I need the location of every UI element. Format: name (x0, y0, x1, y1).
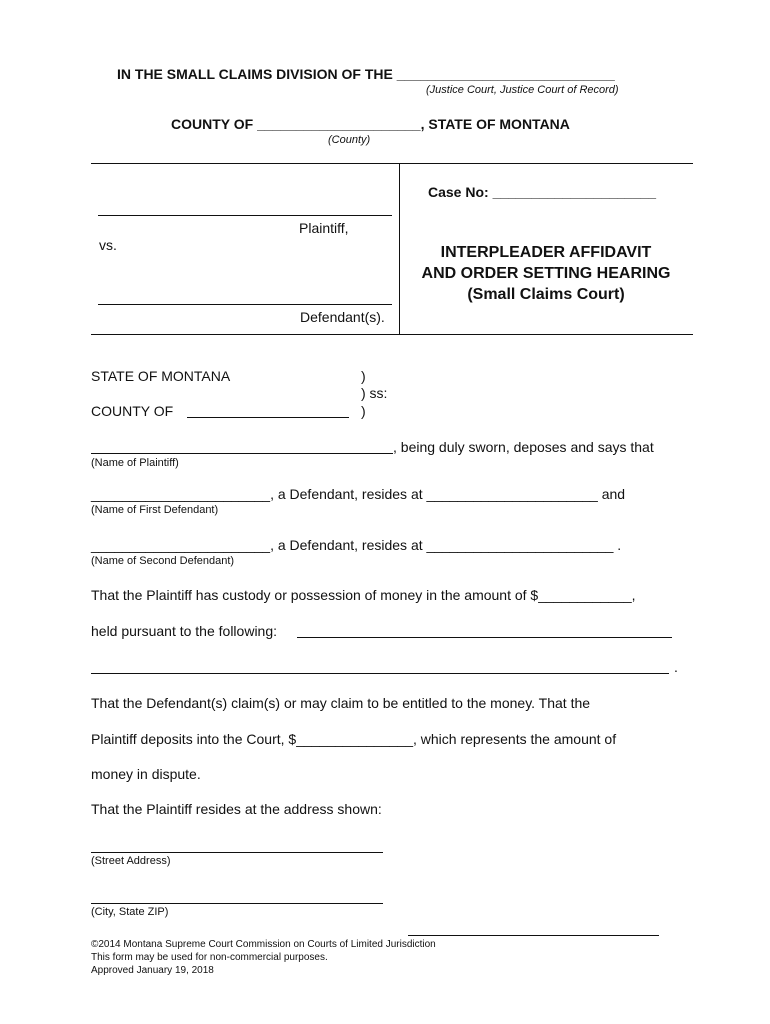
footer-copyright: ©2014 Montana Supreme Court Commission on Courts of Limited Jurisdiction (91, 939, 436, 950)
street-address-line (91, 852, 383, 853)
venue-paren-3: ) (361, 403, 366, 419)
held-pursuant-line (297, 637, 672, 638)
form-title-line3: (Small Claims Court) (467, 286, 625, 303)
case-number-label: Case No: _____________________ (428, 184, 657, 200)
defendant-name-line (98, 304, 392, 305)
plaintiff-name-line (98, 215, 392, 216)
county-state-line: COUNTY OF _____________________, STATE OF MONTANA (171, 116, 570, 132)
vs-label: vs. (99, 237, 117, 253)
footer-usage: This form may be used for non-commercial purposes. (91, 952, 328, 963)
held-pursuant-line-2 (91, 673, 669, 674)
venue-county-line (187, 417, 349, 418)
deposit-statement: Plaintiff deposits into the Court, $_______________, which represents the amount of (91, 731, 617, 747)
defendant-label: Defendant(s). (300, 309, 385, 325)
venue-paren-1: ) (361, 368, 366, 384)
plaintiff-label: Plaintiff, (299, 220, 349, 236)
dispute-statement: money in dispute. (91, 766, 201, 782)
venue-paren-ss: ) ss: (361, 385, 388, 401)
venue-state-label: STATE OF MONTANA (91, 368, 231, 384)
address-statement: That the Plaintiff resides at the address shown: (91, 801, 382, 817)
city-state-zip-hint: (City, State ZIP) (91, 906, 169, 918)
sworn-statement: , being duly sworn, deposes and says that (393, 439, 654, 455)
first-defendant-hint: (Name of First Defendant) (91, 504, 219, 516)
county-hint: (County) (328, 134, 371, 146)
footer-approved: Approved January 19, 2018 (91, 965, 214, 976)
claim-statement: That the Defendant(s) claim(s) or may claim to be entitled to the money. That the (91, 695, 591, 711)
signature-line (408, 935, 659, 936)
form-title-line1: INTERPLEADER AFFIDAVIT (440, 244, 652, 261)
custody-statement: That the Plaintiff has custody or possession of money in the amount of $____________, (91, 587, 636, 603)
second-defendant-hint: (Name of Second Defendant) (91, 555, 235, 567)
caption-top-rule (91, 163, 693, 164)
court-division-line: IN THE SMALL CLAIMS DIVISION OF THE ____________________________ (117, 66, 615, 82)
held-pursuant-label: held pursuant to the following: (91, 623, 278, 639)
court-type-hint: (Justice Court, Justice Court of Record) (426, 84, 619, 96)
plaintiff-name-hint: (Name of Plaintiff) (91, 457, 179, 469)
first-defendant-line: _______________________, a Defendant, resides at ______________________ and (91, 486, 626, 502)
held-period: . (674, 659, 678, 675)
plaintiff-sworn-line (91, 453, 393, 454)
city-state-zip-line (91, 903, 383, 904)
form-title-line2: AND ORDER SETTING HEARING (421, 265, 671, 282)
second-defendant-line: _______________________, a Defendant, resides at ________________________ . (91, 537, 622, 553)
caption-bottom-rule (91, 334, 693, 335)
venue-county-label: COUNTY OF (91, 403, 174, 419)
street-address-hint: (Street Address) (91, 855, 171, 867)
